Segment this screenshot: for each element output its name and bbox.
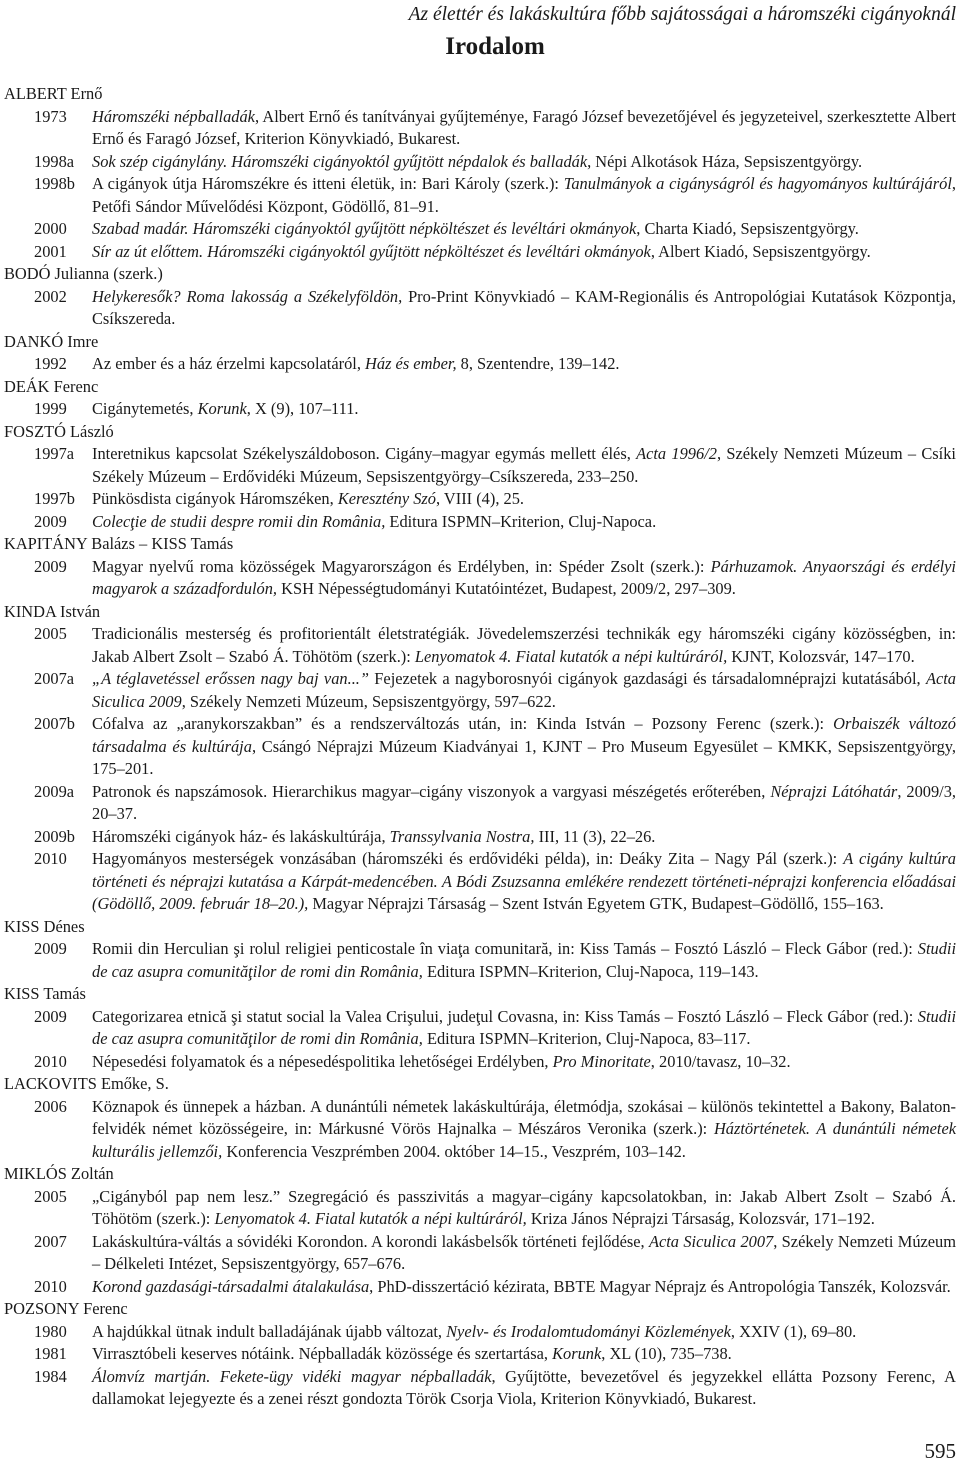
author-heading: POZSONY Ferenc bbox=[4, 1299, 128, 1318]
page-number: 595 bbox=[924, 1439, 956, 1463]
entry-year: 2007 bbox=[34, 1231, 67, 1251]
entry-text bbox=[92, 826, 956, 849]
entry-text-segment: Romii din Herculian şi rolul religiei penticostale în viaţa comunitară, in: Kiss Tamás – Fosztó László – Fleck Gábor (red.): bbox=[92, 939, 918, 958]
entry-title-italic: Háromszéki népballadák bbox=[92, 106, 255, 126]
entry-text bbox=[92, 1366, 956, 1411]
bibliography-entry bbox=[4, 218, 956, 241]
bibliography-entry bbox=[4, 1321, 956, 1344]
bibliography-entry bbox=[4, 556, 956, 601]
entry-title-italic: Korond gazdasági-társadalmi átalakulása bbox=[92, 1276, 370, 1296]
bibliography-entry bbox=[4, 353, 956, 376]
entry-text bbox=[92, 556, 956, 601]
entry-text-segment: , X (9), 107–111. bbox=[246, 399, 359, 418]
entry-text bbox=[92, 668, 956, 713]
author-heading: KISS Dénes bbox=[4, 916, 85, 936]
entry-text-segment: , Székely Nemzeti Múzeum – Csíki Székely Múzeum – Erdővidéki Múzeum, Sepsiszentgyörgy–Csíkszereda, 233–250. bbox=[92, 444, 956, 486]
entry-text bbox=[92, 1321, 956, 1344]
entry-year: 1981 bbox=[34, 1344, 67, 1363]
bibliography-entry bbox=[4, 1231, 956, 1276]
entry-text-segment: Kriza János Néprajzi Társaság, Kolozsvár, 171–192. bbox=[526, 1209, 875, 1228]
entry-text-segment: , Székely Nemzeti Múzeum – Délkeleti Intézet, Sepsiszentgyörgy, 657–676. bbox=[92, 1231, 957, 1273]
bibliography-entry bbox=[4, 826, 956, 849]
entry-text-segment: Az ember és a ház érzelmi kapcsolatáról, bbox=[92, 354, 366, 373]
entry-text-segment: KJNT, Kolozsvár, 147–170. bbox=[727, 646, 915, 666]
entry-text bbox=[92, 106, 956, 151]
entry-year: 2009 bbox=[34, 556, 67, 576]
entry-year: 1997a bbox=[34, 444, 75, 463]
entry-title-italic: Tanulmányok a cigányságról és hagyományos kultúrájáról bbox=[563, 174, 952, 193]
bibliography-entry bbox=[4, 1343, 956, 1366]
entry-title-italic: Álomvíz martján. Fekete-ügy vidéki magyar népballadák bbox=[92, 1366, 492, 1386]
entry-text bbox=[92, 1231, 956, 1276]
entry-text-segment: , Gyűjtötte, bevezetővel és jegyzekkel ellátta Pozsony Ferenc, A dallamokat lejegyezte és a zenei részt gondozta Török Csorja Viola, Kriterion Könyvkiadó, Bukarest. bbox=[92, 1366, 956, 1408]
bibliography-entry bbox=[4, 151, 956, 174]
bibliography-entry bbox=[4, 443, 956, 488]
entry-text-segment: Interetnikus kapcsolat Székelyszáldoboson. Cigány–magyar egymás mellett élés, bbox=[92, 444, 637, 463]
entry-year: 1984 bbox=[34, 1366, 67, 1386]
bibliography-entry bbox=[4, 1006, 956, 1051]
entry-text bbox=[92, 713, 956, 781]
author-heading: ALBERT Ernő bbox=[4, 84, 103, 103]
entry-text-segment: , 2010/tavasz, 10–32. bbox=[650, 1051, 791, 1071]
entry-text-segment: Tradicionális mesterség és profitorientált életstratégiák. Jövedelemszerzési technikák egy háromszéki cigány közösségben, in: Jakab Albert Zsolt – Szabó Á. Töhötöm (szerk.): bbox=[92, 624, 956, 666]
entry-year: 2006 bbox=[34, 1096, 67, 1116]
bibliography-entry bbox=[4, 938, 956, 983]
bibliography-entry bbox=[4, 713, 956, 781]
entry-text-segment: A cigányok útja Háromszékre és itteni életük, in: Bari Károly (szerk.): bbox=[92, 174, 564, 193]
entry-text-segment: , Népi Alkotások Háza, Sepsiszentgyörgy. bbox=[587, 151, 863, 171]
entry-title-italic: Korunk bbox=[552, 1344, 602, 1363]
entry-text bbox=[92, 1096, 956, 1164]
entry-text bbox=[92, 1006, 956, 1051]
entry-text-segment: Konferencia Veszprémben 2004. október 14–15., Veszprém, 103–142. bbox=[222, 1141, 686, 1161]
entry-title-italic: Transsylvania Nostra, bbox=[389, 826, 535, 846]
entry-text-segment: , Székely Nemzeti Múzeum, Sepsiszentgyörgy, 597–622. bbox=[181, 691, 556, 711]
entry-year: 2007b bbox=[34, 714, 75, 733]
entry-text bbox=[92, 241, 956, 264]
entry-title-italic: Acta 1996/2 bbox=[636, 444, 717, 463]
entry-text bbox=[92, 511, 956, 534]
entry-text bbox=[92, 781, 956, 826]
entry-year: 2009 bbox=[34, 511, 67, 531]
entry-text-segment: Népesedési folyamatok és a népesedéspolitika lehetőségei Erdélyben, bbox=[92, 1051, 553, 1071]
entry-text-segment: , Petőfi Sándor Művelődési Központ, Gödöllő, 81–91. bbox=[92, 174, 956, 216]
bibliography-entry bbox=[4, 106, 956, 151]
bibliography bbox=[4, 83, 956, 1411]
entry-title-italic: Acta Siculica 2009 bbox=[92, 669, 956, 711]
entry-title-italic: Szabad madár. Háromszéki cigányoktól gyűjtött népköltészet és levéltári okmányok bbox=[92, 219, 637, 238]
entry-text-segment: , Albert Ernő és tanítványai gyűjteménye, Faragó József bevezetőjével és jegyzeteivel, szerkesztette Albert Ernő és Faragó József, Kriterion Könyvkiadó, Bukarest. bbox=[92, 106, 956, 148]
entry-text-segment: KSH Népességtudományi Kutatóintézet, Budapest, 2009/2, 297–309. bbox=[277, 579, 736, 598]
entry-text-segment: 8, Szentendre, 139–142. bbox=[456, 354, 620, 373]
entry-text-segment: „Cigányból pap nem lesz.” Szegregáció és passzivitás a magyar–cigány kapcsolatokban, in: Jakab Albert Zsolt – Szabó Á. Töhötöm (szerk.): bbox=[92, 1186, 956, 1228]
author-heading: DANKÓ Imre bbox=[4, 331, 99, 351]
entry-text-segment: , 2009/3, 20–37. bbox=[92, 781, 957, 823]
entry-title-italic: Pro Minoritate bbox=[552, 1051, 651, 1071]
entry-text-segment: Editura ISPMN–Kriterion, Cluj-Napoca, 83–117. bbox=[422, 1029, 751, 1048]
entry-text bbox=[92, 398, 956, 421]
entry-text-segment: Categorizarea etnică şi statut social la Valea Crişului, judeţul Covasna, in: Kiss Tamás – Fosztó László – Fleck Gábor (red.): bbox=[92, 1006, 918, 1026]
entry-title-italic: Korunk bbox=[197, 399, 247, 418]
entry-title-italic: Helykeresők? Roma lakosság a Székelyföldön, bbox=[92, 286, 403, 306]
bibliography-entry bbox=[4, 1051, 956, 1074]
entry-year: 2005 bbox=[34, 1186, 67, 1206]
entry-text-segment: , PhD-disszertáció kézirata, BBTE Magyar Néprajz és Antropológia Tanszék, Kolozsvár. bbox=[369, 1276, 951, 1296]
running-header: Az élettér és lakáskultúra főbb sajátosságai a háromszéki cigányoknál bbox=[408, 4, 956, 25]
bibliography-entry bbox=[4, 668, 956, 713]
entry-title-italic: Orbaiszék változó társadalma és kultúrája bbox=[92, 714, 956, 756]
entry-text bbox=[92, 1186, 956, 1231]
entry-text bbox=[92, 1051, 956, 1074]
entry-text bbox=[92, 488, 956, 511]
entry-title-italic: Háztörténetek. A dunántúli németek kulturális jellemzői, bbox=[92, 1119, 956, 1161]
entry-year: 2010 bbox=[34, 849, 67, 868]
entry-text-segment: A hajdúkkal ütnak indult balladájának újabb változat, bbox=[92, 1321, 447, 1341]
entry-text bbox=[92, 353, 956, 376]
entry-title-italic: Sír az út előttem. Háromszéki cigányoktól gyűjtött népköltészet és levéltári okmányok bbox=[92, 241, 651, 261]
bibliography-entry bbox=[4, 623, 956, 668]
author-heading: MIKLÓS Zoltán bbox=[4, 1164, 114, 1183]
entry-title-italic: „A téglavetéssel erőssen nagy baj van...” bbox=[92, 669, 370, 688]
entry-text-segment: , Albert Kiadó, Sepsiszentgyörgy. bbox=[650, 241, 871, 261]
entry-text bbox=[92, 623, 956, 668]
entry-title-italic: Studii de caz asupra comunităţilor de romi din România, bbox=[92, 1006, 956, 1048]
entry-title-italic: Nyelv- és Irodalomtudományi Közlemények bbox=[446, 1321, 731, 1341]
entry-title-italic: Lenyomatok 4. Fiatal kutatók a népi kultúráról, bbox=[414, 646, 728, 666]
entry-title-italic: Acta Siculica 2007 bbox=[648, 1231, 774, 1251]
entry-text bbox=[92, 286, 956, 331]
entry-text bbox=[92, 173, 956, 218]
bibliography-entry bbox=[4, 848, 956, 916]
entry-year: 2005 bbox=[34, 624, 67, 643]
author-heading: KAPITÁNY Balázs – KISS Tamás bbox=[4, 534, 234, 553]
bibliography-entry bbox=[4, 1276, 956, 1299]
entry-title-italic: Lenyomatok 4. Fiatal kutatók a népi kultúráról, bbox=[214, 1209, 527, 1228]
entry-year: 2010 bbox=[34, 1051, 67, 1071]
author-heading: KINDA István bbox=[4, 601, 101, 621]
entry-text-segment: , Csángó Néprajzi Múzeum Kiadványai 1, KJNT – Pro Museum Egyesület – KMKK, Sepsiszentgyörgy, 175–201. bbox=[92, 736, 956, 778]
entry-text-segment: Editura ISPMN–Kriterion, Cluj-Napoca, 119–143. bbox=[422, 961, 759, 981]
entry-text bbox=[92, 151, 956, 174]
author-heading: BODÓ Julianna (szerk.) bbox=[4, 264, 163, 283]
entry-year: 2000 bbox=[34, 219, 67, 238]
entry-year: 2010 bbox=[34, 1276, 67, 1296]
entry-text-segment: , Charta Kiadó, Sepsiszentgyörgy. bbox=[636, 219, 859, 238]
entry-year: 1998b bbox=[34, 174, 75, 193]
author-heading: DEÁK Ferenc bbox=[4, 376, 99, 396]
entry-title-italic: Néprajzi Látóhatár bbox=[770, 781, 898, 801]
entry-year: 2009 bbox=[34, 939, 67, 958]
bibliography-entry bbox=[4, 173, 956, 218]
entry-text bbox=[92, 218, 956, 241]
entry-year: 1992 bbox=[34, 354, 67, 373]
entry-text-segment: Cigánytemetés, bbox=[92, 399, 198, 418]
author-heading: KISS Tamás bbox=[4, 984, 86, 1003]
entry-title-italic: Sok szép cigánylány. Háromszéki cigányoktól gyűjtött népdalok és balladák bbox=[92, 151, 588, 171]
entry-text-segment: , VIII (4), 25. bbox=[436, 489, 525, 508]
entry-year: 2009a bbox=[34, 781, 75, 801]
entry-text-segment: Pünkösdista cigányok Háromszéken, bbox=[92, 489, 338, 508]
entry-text bbox=[92, 848, 956, 916]
entry-text-segment: Magyar nyelvű roma közösségek Magyarországon és Erdélyben, in: Spéder Zsolt (szerk.): bbox=[92, 556, 711, 576]
author-heading: LACKOVITS Emőke, S. bbox=[4, 1074, 169, 1093]
entry-text-segment: Háromszéki cigányok ház- és lakáskultúrája, bbox=[92, 826, 390, 846]
bibliography-entry bbox=[4, 511, 956, 534]
entry-text-segment: III, 11 (3), 22–26. bbox=[534, 826, 656, 846]
entry-text-segment: Virrasztóbeli keserves nótáink. Népballadák közössége és szertartása, bbox=[92, 1344, 553, 1363]
entry-year: 1997b bbox=[34, 489, 75, 508]
entry-year: 2009 bbox=[34, 1006, 67, 1026]
entry-text-segment: Lakáskultúra-váltás a sóvidéki Korondon. A korondi lakásbelsők történeti fejlődése, bbox=[92, 1231, 649, 1251]
entry-year: 2007a bbox=[34, 669, 75, 688]
entry-text-segment: Patronok és napszámosok. Hierarchikus magyar–cigány viszonyok a vargyasi mészégetés erőterében, bbox=[92, 781, 771, 801]
bibliography-entry bbox=[4, 1096, 956, 1164]
entry-year: 1973 bbox=[34, 106, 67, 126]
entry-text bbox=[92, 1343, 956, 1366]
entry-text-segment: , XXIV (1), 69–80. bbox=[730, 1321, 857, 1341]
entry-text bbox=[92, 443, 956, 488]
bibliography-entry bbox=[4, 1366, 956, 1411]
entry-text-segment: Magyar Néprajzi Társaság – Szent István Egyetem GTK, Budapest–Gödöllő, 155–163. bbox=[308, 894, 884, 913]
entry-year: 2001 bbox=[34, 241, 67, 261]
entry-text-segment: Hagyományos mesterségek vonzásában (háromszéki és erdővidéki példa), in: Deáky Zita – Nagy Pál (szerk.): bbox=[92, 849, 844, 868]
entry-title-italic: Keresztény Szó bbox=[337, 489, 436, 508]
entry-year: 1999 bbox=[34, 399, 67, 418]
entry-year: 1980 bbox=[34, 1321, 67, 1341]
entry-text bbox=[92, 938, 956, 983]
entry-text-segment: Editura ISPMN–Kriterion, Cluj-Napoca. bbox=[385, 511, 657, 531]
bibliography-entry bbox=[4, 286, 956, 331]
page-title: Irodalom bbox=[445, 33, 545, 60]
bibliography-entry bbox=[4, 781, 956, 826]
entry-title-italic: A cigány kultúra történeti és néprajzi kutatása a Kárpát-medencében. A Bódi Zsuzsanna emlékére rendezett történeti-néprajzi konferencia előadásai (Gödöllő, 2009. február 18–20.), bbox=[92, 849, 957, 913]
entry-year: 1998a bbox=[34, 151, 75, 171]
bibliography-entry bbox=[4, 241, 956, 264]
entry-text bbox=[92, 1276, 956, 1299]
entry-year: 2009b bbox=[34, 826, 75, 846]
entry-text-segment: Cófalva az „aranykorszakban” és a rendszerváltozás után, in: Kinda István – Pozsony Ferenc (szerk.): bbox=[92, 714, 834, 733]
entry-title-italic: Ház és ember, bbox=[365, 354, 457, 373]
entry-text-segment: , XL (10), 735–738. bbox=[601, 1344, 732, 1363]
entry-text-segment: Köznapok és ünnepek a házban. A dunántúli németek lakáskultúrája, életmódja, szokásai – különös tekintettel a Bakony, Balaton-felvidék német közösségeire, in: Márkusné Vörös Hajnalka – Mészáros Veronika (szerk.): bbox=[92, 1096, 956, 1138]
bibliography-entry bbox=[4, 488, 956, 511]
entry-title-italic: Párhuzamok. Anyaországi és erdélyi magyarok a századfordulón, bbox=[92, 556, 956, 598]
bibliography-entry bbox=[4, 398, 956, 421]
bibliography-entry bbox=[4, 1186, 956, 1231]
entry-year: 2002 bbox=[34, 286, 67, 306]
entry-text-segment: Pro-Print Könyvkiadó – KAM-Regionális és Antropológiai Kutatások Központja, Csíkszereda. bbox=[92, 286, 956, 328]
entry-title-italic: Studii de caz asupra comunităţilor de romi din România, bbox=[92, 939, 956, 981]
author-heading: FOSZTÓ László bbox=[4, 421, 114, 441]
entry-text-segment: Fejezetek a nagyborosnyói cigányok gazdasági és társadalomnéprajzi kutatásából, bbox=[369, 669, 926, 688]
entry-title-italic: Colecţie de studii despre romii din România, bbox=[92, 511, 386, 531]
